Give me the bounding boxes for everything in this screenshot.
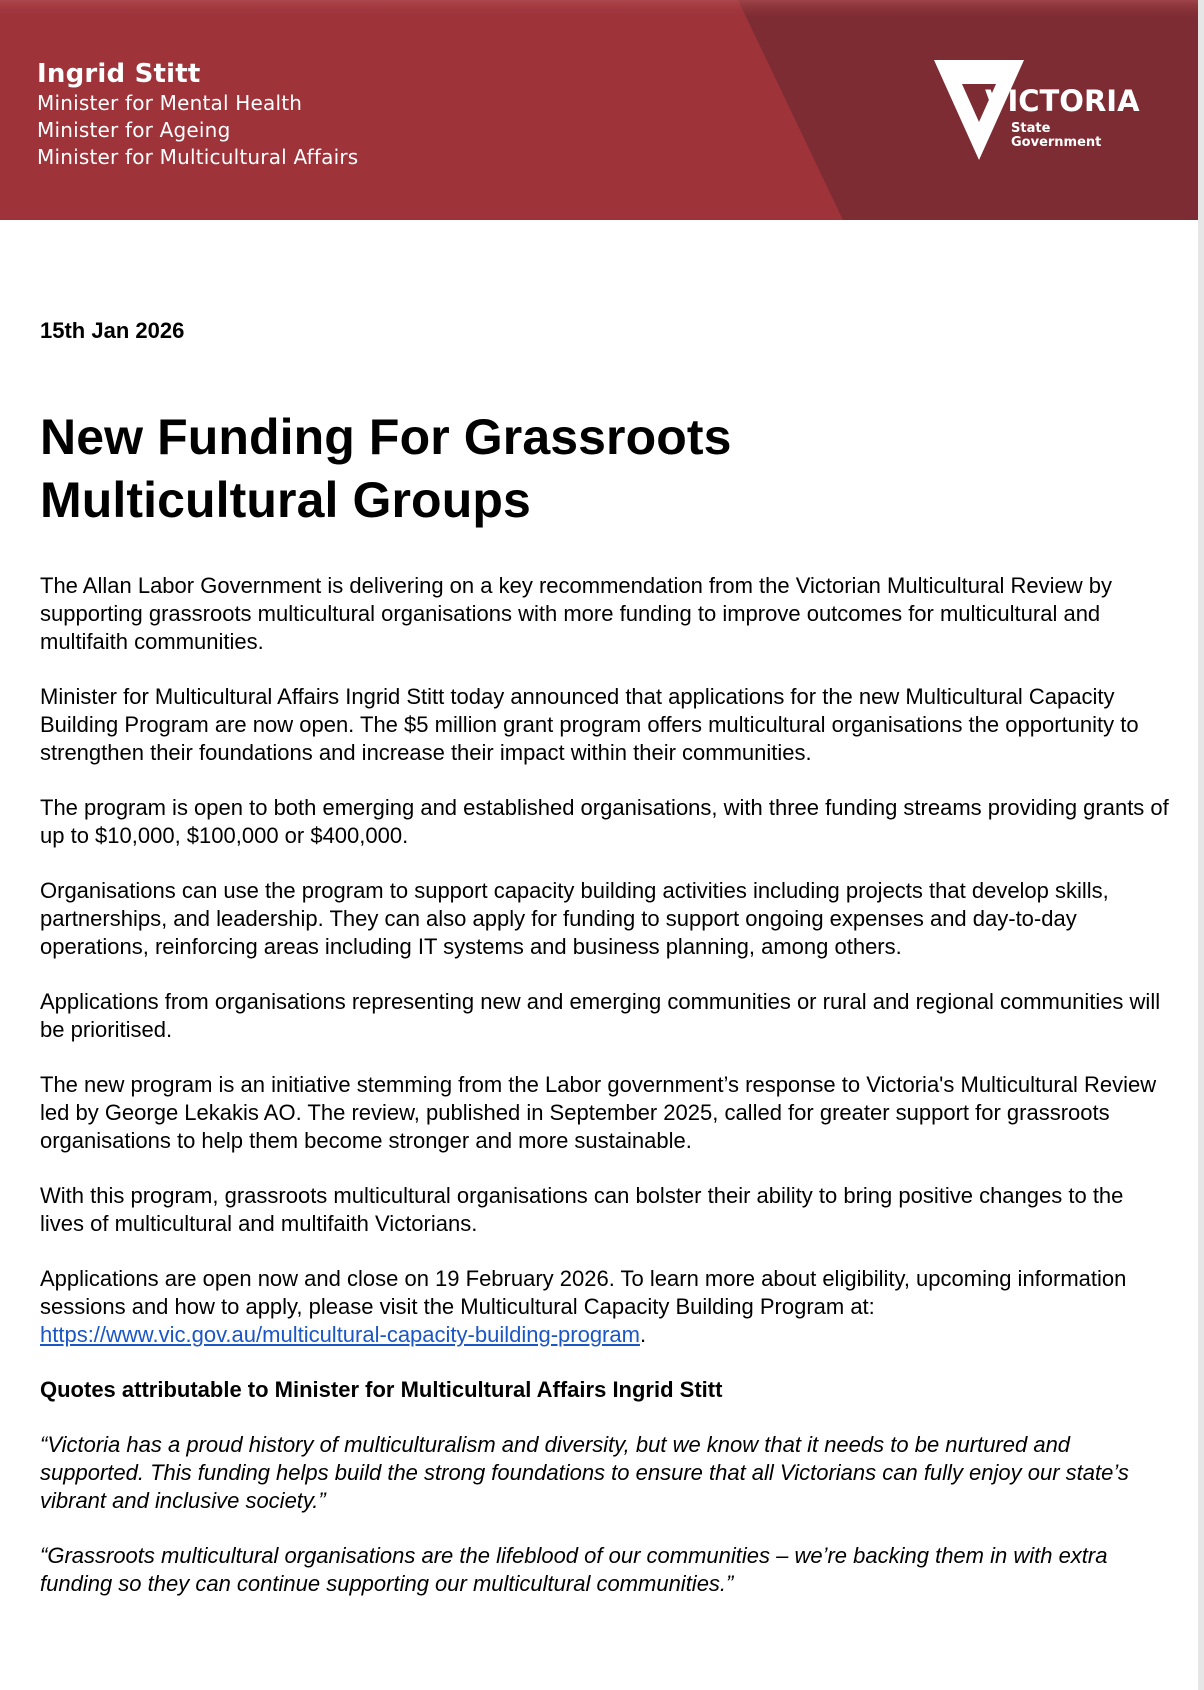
paragraph-6: The new program is an initiative stemming from the Labor government’s response to Victoria's Multicultural Review led by George Lekakis AO. The review, published in September 2025, called for greater support for grassroots organisations to help them become stronger and more sustainable. bbox=[40, 1072, 1157, 1153]
paragraph-8-end: . bbox=[639, 1322, 647, 1347]
quote-1: “Victoria has a proud history of multiculturalism and diversity, but we know that it needs to be nurtured and supported. This funding helps build the strong foundations to ensure that all Victorians can fully enjoy our state’s vibrant and inclusive society.” bbox=[40, 1432, 1129, 1513]
quotes-heading: Quotes attributable to Minister for Multicultural Affairs Ingrid Stitt bbox=[40, 1377, 723, 1402]
logo-subtitle-government: Government bbox=[1011, 135, 1102, 150]
quote-2: “Grassroots multicultural organisations are the lifeblood of our communities – we’re backing them in with extra funding so they can continue supporting our multicultural communities.” bbox=[40, 1543, 1108, 1596]
paragraph-8-text: Applications are open now and close on 19 February 2026. To learn more about eligibility, upcoming information sessions and how to apply, please visit the Multicultural Capacity Building Program at: bbox=[40, 1266, 1127, 1319]
header-banner bbox=[0, 0, 1199, 220]
paragraph-2: Minister for Multicultural Affairs Ingrid Stitt today announced that applications for the new Multicultural Capacity Building Program are now open. The $5 million grant program offers multicultural organisations the opportunity to strengthen their foundations and increase their impact within their communities. bbox=[40, 684, 1139, 765]
release-body bbox=[40, 572, 1170, 1598]
minister-name: Ingrid Stitt bbox=[37, 59, 201, 89]
paragraph-8 bbox=[40, 1265, 1170, 1349]
paragraph-1: The Allan Labor Government is delivering on a key recommendation from the Victorian Multicultural Review by supporting grassroots multicultural organisations with more funding to improve outcomes for multicultural and multifaith communities. bbox=[40, 573, 1112, 654]
release-content bbox=[40, 318, 1170, 1625]
logo-wordmark: VICTORIA bbox=[985, 84, 1140, 118]
release-date: 15th Jan 2026 bbox=[40, 318, 185, 343]
logo-subtitle bbox=[1011, 122, 1101, 150]
paragraph-3: The program is open to both emerging and established organisations, with three funding streams providing grants of up to $10,000, $100,000 or $400,000. bbox=[40, 795, 1169, 848]
minister-role-mental-health: Minister for Mental Health bbox=[37, 91, 303, 115]
logo-subtitle-state: State bbox=[1011, 121, 1051, 136]
page-edge bbox=[1198, 0, 1204, 1690]
release-title-line2: Multicultural Groups bbox=[40, 472, 531, 528]
minister-role-multicultural-affairs: Minister for Multicultural Affairs bbox=[37, 145, 359, 169]
paragraph-5: Applications from organisations representing new and emerging communities or rural and regional communities will be prioritised. bbox=[40, 989, 1161, 1042]
paragraph-4: Organisations can use the program to support capacity building activities including projects that develop skills, partnerships, and leadership. They can also apply for funding to support ongoing expenses and day-to-day operations, reinforcing areas including IT systems and business planning, among others. bbox=[40, 878, 1109, 959]
release-title-line1: New Funding For Grassroots bbox=[40, 409, 732, 465]
minister-info bbox=[37, 58, 358, 171]
victoria-state-government-logo bbox=[930, 56, 1140, 166]
release-title bbox=[40, 406, 1170, 532]
program-link[interactable]: https://www.vic.gov.au/multicultural-capacity-building-program bbox=[40, 1322, 640, 1347]
minister-role-ageing: Minister for Ageing bbox=[37, 118, 231, 142]
paragraph-7: With this program, grassroots multicultural organisations can bolster their ability to bring positive changes to the lives of multicultural and multifaith Victorians. bbox=[40, 1183, 1124, 1236]
